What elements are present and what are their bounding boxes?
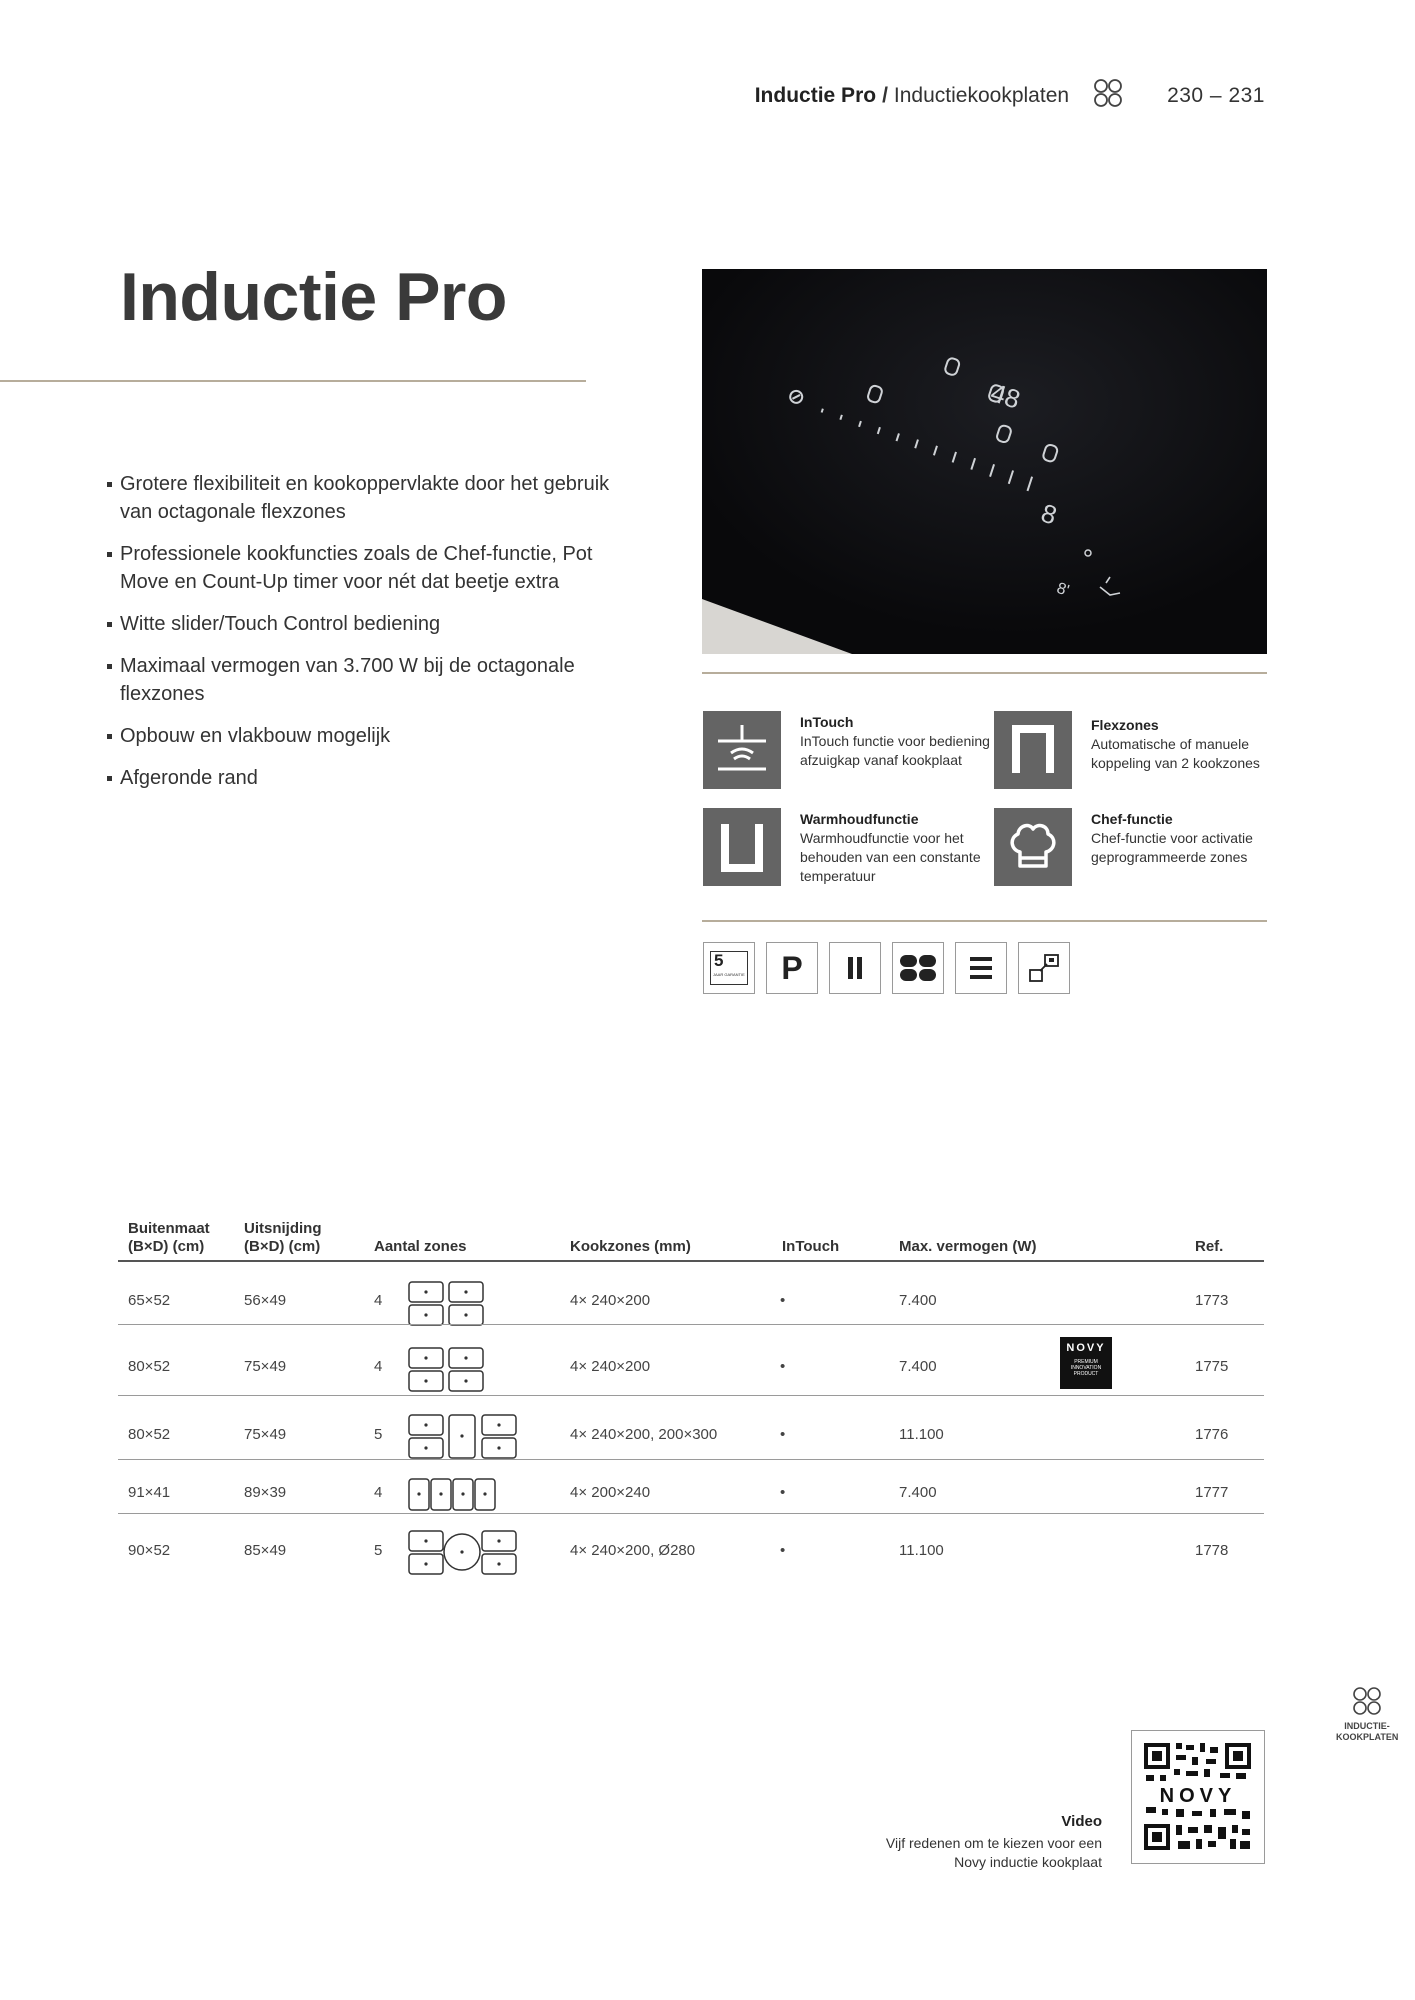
cell-ref: 1777 [1195, 1484, 1229, 1501]
side-label-line1: INDUCTIE- [1344, 1721, 1390, 1731]
header-outer-line2: (B×D) (cm) [128, 1238, 205, 1255]
hob-readout-a: 48 [987, 377, 1024, 415]
cell-ref: 1778 [1195, 1542, 1229, 1559]
feature-text: InTouch functie voor bediening afzuigkap vanaf kookplaat [800, 733, 990, 768]
header-cut [244, 1220, 322, 1256]
flexzones-icon [994, 711, 1072, 789]
cell-cut: 75×49 [244, 1426, 287, 1443]
cell-zones: 4 [374, 1484, 383, 1501]
row-divider [118, 1324, 1264, 1325]
badge-brand: NOVY [1066, 1342, 1106, 1354]
cell-zones: 4 [374, 1358, 383, 1375]
header-intouch: InTouch [782, 1238, 840, 1255]
menu-lines-icon [955, 942, 1007, 994]
cell-cooking: 4× 240×200 [570, 1292, 651, 1309]
cell-power: 7.400 [899, 1484, 937, 1501]
hob-readout-b: 8 [1037, 497, 1061, 531]
feature-text: Chef-functie voor activatie geprogrammeerde zones [1091, 830, 1253, 865]
cell-power: 11.100 [899, 1426, 944, 1443]
hob-readout-c: 8' [1054, 579, 1072, 600]
qr-brand: NOVY [1159, 1785, 1237, 1807]
cell-cut: 56×49 [244, 1292, 287, 1309]
warranty-number: 5 [714, 951, 724, 970]
pause-icon [766, 942, 818, 994]
zone-layout-icon [408, 1346, 486, 1398]
header-category: Inductiekookplaten [893, 84, 1070, 107]
cell-outer: 91×41 [128, 1484, 171, 1501]
video-title: Video [1061, 1813, 1102, 1830]
cell-zones: 5 [374, 1542, 383, 1559]
cell-zones: 5 [374, 1426, 383, 1443]
feature-warmhoud [703, 808, 993, 888]
pot-move-icon [1018, 942, 1070, 994]
chef-hat-icon [994, 808, 1072, 886]
header-cut-line2: (B×D) (cm) [244, 1238, 321, 1255]
cell-power: 11.100 [899, 1542, 944, 1559]
feature-flexzones [994, 711, 1284, 791]
feature-bullet-list [107, 470, 627, 806]
title-divider [0, 380, 586, 382]
header-outer-line1: Buitenmaat [128, 1220, 210, 1237]
cell-intouch: • [780, 1358, 786, 1375]
header-cut-line1: Uitsnijding [244, 1220, 322, 1237]
four-rings-icon [1352, 1686, 1382, 1716]
badge-line3: PRODUCT [1073, 1371, 1099, 1377]
novy-innovation-badge [1060, 1337, 1112, 1389]
badge-line1: PREMIUM [1074, 1359, 1098, 1365]
feature-chef [994, 808, 1284, 888]
cell-intouch: • [780, 1292, 786, 1309]
feature-bottom-divider [702, 920, 1267, 922]
cell-power: 7.400 [899, 1358, 937, 1375]
feature-title: Chef-functie [1091, 811, 1173, 827]
side-label-line2: KOOKPLATEN [1336, 1732, 1399, 1742]
zone-layout-icon [408, 1478, 498, 1516]
cell-ref: 1775 [1195, 1358, 1229, 1375]
running-header [755, 78, 1265, 114]
cell-ref: 1776 [1195, 1426, 1229, 1443]
zone-layout-icon [408, 1529, 520, 1581]
cell-cut: 89×39 [244, 1484, 287, 1501]
cell-outer: 80×52 [128, 1426, 171, 1443]
bullet-item: Afgeronde rand [107, 764, 627, 792]
p-label: P [781, 949, 803, 986]
table-header-rule [118, 1260, 1264, 1262]
zone-layout-icon [408, 1413, 520, 1465]
hob-photo [702, 269, 1267, 654]
feature-top-divider [702, 672, 1267, 674]
row-divider [118, 1395, 1264, 1396]
header-zones: Aantal zones [374, 1238, 467, 1255]
bullet-item: Professionele kookfuncties zoals de Chef-functie, Pot Move en Count-Up timer voor nét dat beetje extra [107, 540, 627, 596]
bullet-item: Opbouw en vlakbouw mogelijk [107, 722, 627, 750]
badge-line2: INNOVATION [1070, 1365, 1102, 1371]
side-section-label [1336, 1686, 1398, 1743]
bullet-item: Grotere flexibiliteit en kookoppervlakte door het gebruik van octagonale flexzones [107, 470, 627, 526]
cell-cooking: 4× 240×200 [570, 1358, 651, 1375]
feature-intouch [703, 711, 993, 791]
warmhoud-icon [703, 808, 781, 886]
warranty-icon [703, 942, 755, 994]
cell-zones: 4 [374, 1292, 383, 1309]
feature-text: Automatische of manuele koppeling van 2 kookzones [1091, 736, 1260, 771]
feature-title: Flexzones [1091, 717, 1159, 733]
qr-code[interactable] [1131, 1730, 1265, 1864]
page-numbers: 230 – 231 [1167, 84, 1265, 107]
header-separator: / [882, 84, 888, 107]
cell-cut: 85×49 [244, 1542, 287, 1559]
header-power: Max. vermogen (W) [899, 1238, 1037, 1255]
header-section: Inductie Pro [754, 84, 877, 107]
feature-title: InTouch [800, 714, 854, 730]
header-outer [128, 1220, 210, 1256]
cell-cut: 75×49 [244, 1358, 287, 1375]
four-zones-icon [892, 942, 944, 994]
row-divider [118, 1459, 1264, 1460]
video-description: Vijf redenen om te kiezen voor een Novy inductie kookplaat [885, 1835, 1102, 1870]
cell-outer: 65×52 [128, 1292, 171, 1309]
bullet-item: Maximaal vermogen van 3.700 W bij de octagonale flexzones [107, 652, 627, 708]
cell-power: 7.400 [899, 1292, 937, 1309]
cell-outer: 90×52 [128, 1542, 171, 1559]
cell-outer: 80×52 [128, 1358, 171, 1375]
cell-intouch: • [780, 1542, 786, 1559]
feature-title: Warmhoudfunctie [800, 811, 919, 827]
page-title: Inductie Pro [120, 259, 507, 335]
pause-bars-icon [829, 942, 881, 994]
cell-ref: 1773 [1195, 1292, 1229, 1309]
cell-cooking: 4× 200×240 [570, 1484, 651, 1501]
feature-text: Warmhoudfunctie voor het behouden van een constante temperatuur [800, 830, 981, 884]
cell-intouch: • [780, 1426, 786, 1443]
warranty-text: JAAR GARANTIE [713, 972, 745, 977]
cell-intouch: • [780, 1484, 786, 1501]
four-rings-icon [1093, 78, 1123, 114]
header-ref: Ref. [1195, 1238, 1224, 1255]
intouch-icon [703, 711, 781, 789]
cell-cooking: 4× 240×200, 200×300 [570, 1426, 718, 1443]
cell-cooking: 4× 240×200, Ø280 [570, 1542, 696, 1559]
header-cooking: Kookzones (mm) [570, 1238, 691, 1255]
bullet-item: Witte slider/Touch Control bediening [107, 610, 627, 638]
row-divider [118, 1513, 1264, 1514]
